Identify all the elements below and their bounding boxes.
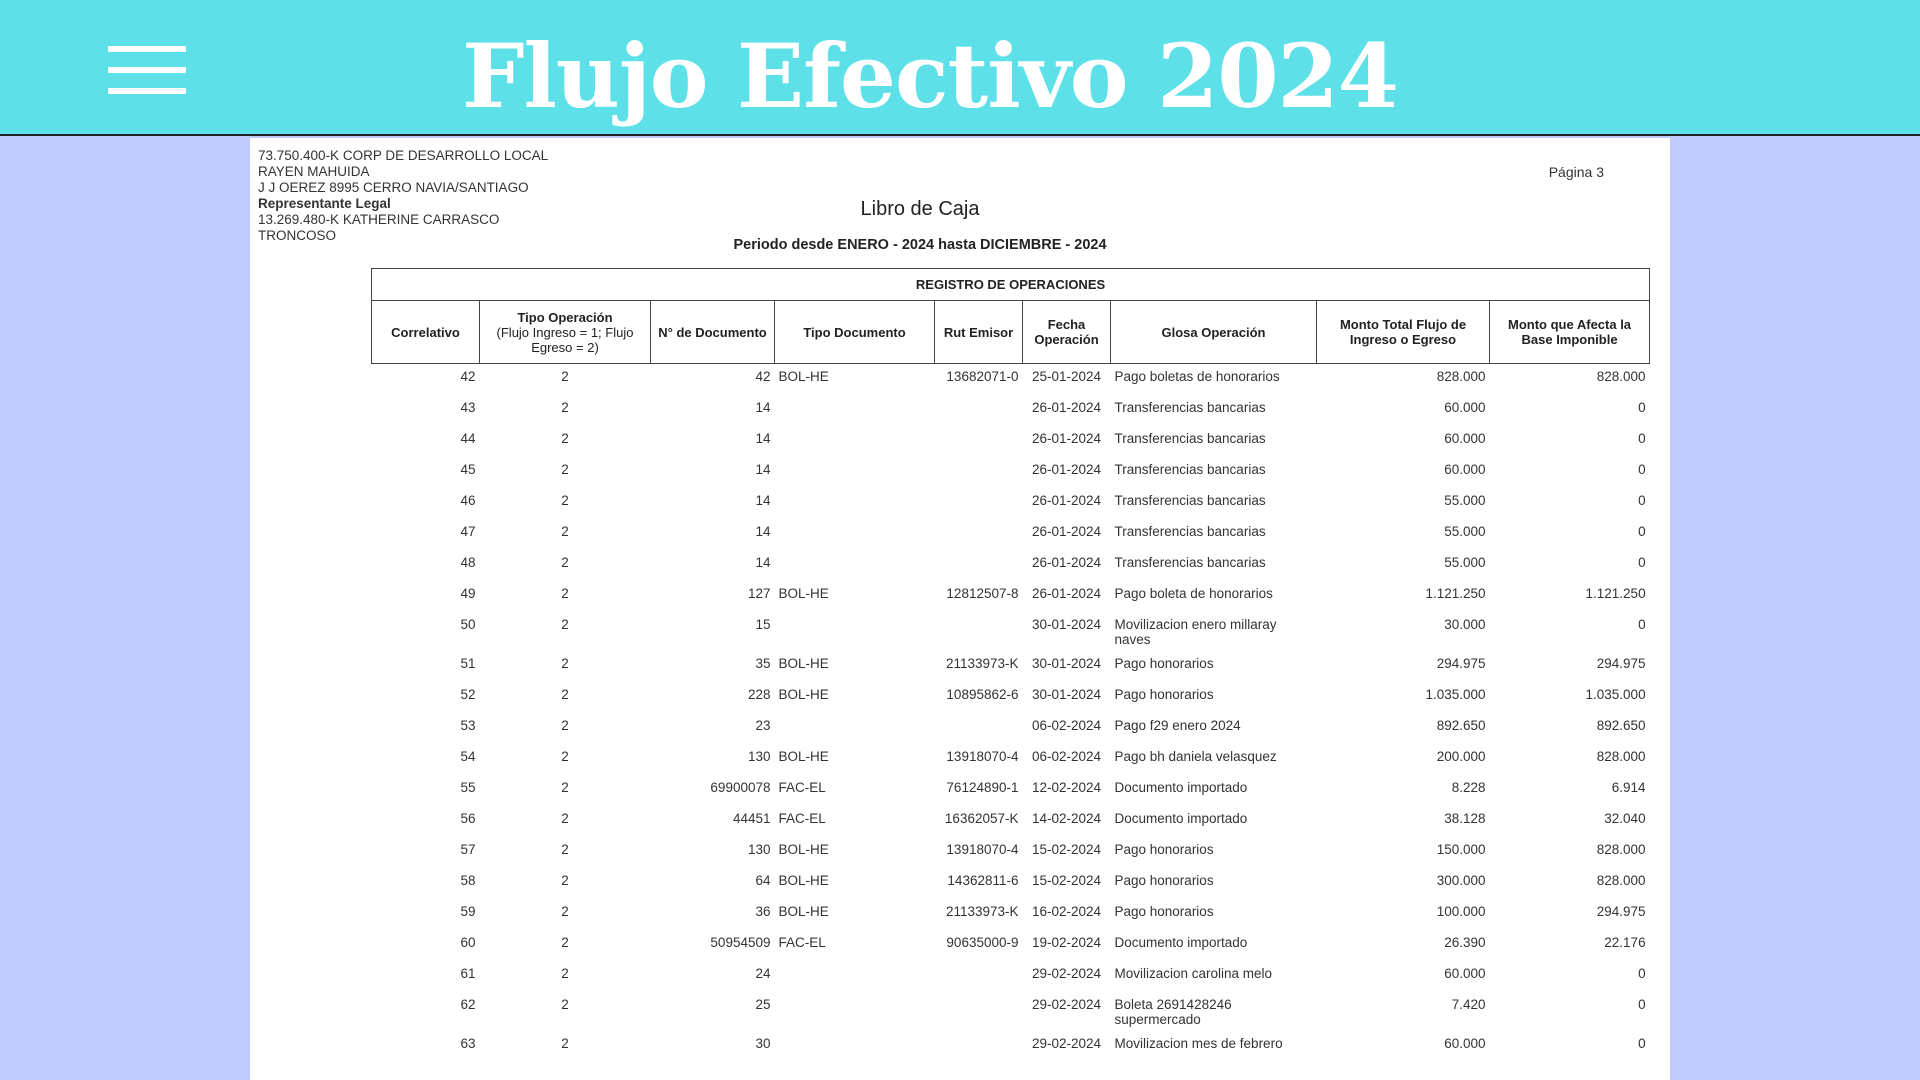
cell-monto-afecta: 828.000 (1596, 369, 1646, 384)
cell-glosa: Boleta 2691428246 supermercado (1114, 996, 1232, 1027)
cell-glosa: Pago honorarios (1114, 841, 1214, 857)
cell-num-documento: 130 (747, 748, 771, 764)
cell-num-documento: 14 (755, 399, 771, 415)
cell-rut-emisor: 13918070-4 (946, 748, 1019, 764)
cell-correlativo: 55 (460, 779, 476, 795)
cell-correlativo: 60 (460, 934, 476, 950)
cell-tipo-documento (775, 488, 935, 519)
cell-num-documento: 14 (755, 430, 771, 446)
cell-tipo-operacion: 2 (561, 523, 569, 539)
cell-num-documento: 14 (755, 492, 771, 508)
cell-fecha-operacion: 29-02-2024 (1031, 1035, 1102, 1051)
cell-glosa: Transferencias bancarias (1114, 461, 1266, 477)
cell-tipo-operacion: 2 (561, 872, 569, 888)
cell-monto-total: 294.975 (1436, 655, 1486, 671)
cell-monto-afecta: 0 (1638, 492, 1646, 508)
cell-tipo-documento (775, 426, 935, 457)
cell-correlativo: 51 (460, 655, 476, 671)
cell-glosa: Movilizacion mes de febrero (1114, 1035, 1283, 1051)
cell-tipo-documento: BOL-HE (778, 585, 829, 601)
cell-rut-emisor (935, 612, 1023, 651)
cell-tipo-documento (775, 961, 935, 992)
cell-tipo-operacion: 2 (561, 965, 569, 981)
cell-monto-afecta: 0 (1638, 1035, 1646, 1051)
cell-tipo-operacion: 2 (561, 810, 569, 826)
column-header-fecha-operacion: Fecha Operación (1023, 301, 1111, 364)
cell-glosa: Pago f29 enero 2024 (1114, 717, 1241, 733)
cell-glosa: Pago honorarios (1114, 686, 1214, 702)
cell-glosa: Pago honorarios (1114, 872, 1214, 888)
table-row (372, 899, 1650, 930)
cell-tipo-documento (775, 1031, 935, 1062)
table-row (372, 744, 1650, 775)
table-row (372, 395, 1650, 426)
cell-tipo-operacion: 2 (561, 748, 569, 764)
cell-monto-total: 150.000 (1436, 841, 1486, 857)
cell-correlativo: 49 (460, 585, 476, 601)
column-header-tipo-documento: Tipo Documento (775, 301, 935, 364)
cell-num-documento: 35 (755, 655, 771, 671)
table-row (372, 837, 1650, 868)
cell-tipo-operacion: 2 (561, 492, 569, 508)
table-row (372, 713, 1650, 744)
cell-monto-afecta: 0 (1638, 616, 1646, 632)
cell-fecha-operacion: 29-02-2024 (1031, 965, 1102, 981)
cell-num-documento: 24 (755, 965, 771, 981)
cell-monto-afecta: 1.035.000 (1585, 686, 1646, 702)
cell-monto-total: 38.128 (1444, 810, 1486, 826)
cell-fecha-operacion: 16-02-2024 (1031, 903, 1102, 919)
cell-tipo-operacion: 2 (561, 430, 569, 446)
cell-fecha-operacion: 15-02-2024 (1031, 872, 1102, 888)
company-line: RAYEN MAHUIDA (258, 164, 370, 179)
table-row (372, 775, 1650, 806)
cell-tipo-operacion: 2 (561, 686, 569, 702)
table-row (372, 612, 1650, 651)
cell-fecha-operacion: 30-01-2024 (1031, 655, 1102, 671)
column-header-note: (Flujo Ingreso = 1; Flujo Egreso = 2) (496, 324, 634, 355)
cell-glosa: Pago bh daniela velasquez (1114, 748, 1277, 764)
cell-glosa: Documento importado (1114, 779, 1248, 795)
cell-rut-emisor: 14362811-6 (947, 872, 1019, 888)
cell-rut-emisor (935, 713, 1023, 744)
cell-rut-emisor (935, 426, 1023, 457)
cell-tipo-documento (775, 612, 935, 651)
column-header-monto-total: Monto Total Flujo de Ingreso o Egreso (1317, 301, 1490, 364)
cell-rut-emisor: 16362057-K (944, 810, 1019, 826)
cell-rut-emisor (935, 395, 1023, 426)
cell-num-documento: 44451 (732, 810, 771, 826)
cell-num-documento: 50954509 (710, 934, 771, 950)
cell-monto-afecta: 828.000 (1596, 748, 1646, 764)
cell-glosa: Transferencias bancarias (1114, 523, 1266, 539)
cell-monto-afecta: 0 (1638, 523, 1646, 539)
cell-monto-afecta: 828.000 (1596, 872, 1646, 888)
table-row (372, 682, 1650, 713)
cell-monto-total: 1.121.250 (1425, 585, 1486, 601)
cell-correlativo: 47 (460, 523, 476, 539)
cell-glosa: Transferencias bancarias (1114, 430, 1266, 446)
cell-correlativo: 42 (460, 369, 476, 384)
cell-correlativo: 59 (460, 903, 476, 919)
cell-fecha-operacion: 06-02-2024 (1031, 748, 1102, 764)
cell-fecha-operacion: 12-02-2024 (1031, 779, 1102, 795)
cell-tipo-operacion: 2 (561, 779, 569, 795)
cell-fecha-operacion: 26-01-2024 (1031, 523, 1102, 539)
cell-fecha-operacion: 26-01-2024 (1031, 399, 1102, 415)
cell-correlativo: 46 (460, 492, 476, 508)
cell-tipo-operacion: 2 (561, 655, 569, 671)
cell-correlativo: 53 (460, 717, 476, 733)
cell-rut-emisor (935, 1031, 1023, 1062)
cell-glosa: Movilizacion enero millaray naves (1114, 616, 1277, 647)
cell-tipo-operacion: 2 (561, 554, 569, 570)
table-row (372, 961, 1650, 992)
cell-rut-emisor (935, 457, 1023, 488)
cell-correlativo: 61 (460, 965, 476, 981)
cell-glosa: Transferencias bancarias (1114, 554, 1266, 570)
cell-tipo-documento (775, 457, 935, 488)
cell-monto-total: 55.000 (1444, 492, 1486, 508)
table-row (372, 488, 1650, 519)
cell-monto-afecta: 32.040 (1604, 810, 1646, 826)
cell-rut-emisor (935, 519, 1023, 550)
cell-correlativo: 43 (460, 399, 476, 415)
cell-correlativo: 44 (460, 430, 476, 446)
cell-monto-total: 892.650 (1436, 717, 1486, 733)
cell-monto-afecta: 1.121.250 (1585, 585, 1646, 601)
cell-tipo-documento: BOL-HE (778, 841, 829, 857)
column-header-label: Tipo Operación (517, 309, 613, 325)
cell-fecha-operacion: 15-02-2024 (1031, 841, 1102, 857)
cell-glosa: Transferencias bancarias (1114, 492, 1266, 508)
cell-monto-afecta: 0 (1638, 965, 1646, 981)
table-row (372, 457, 1650, 488)
cell-fecha-operacion: 26-01-2024 (1031, 492, 1102, 508)
table-row (372, 1031, 1650, 1062)
cell-monto-total: 60.000 (1444, 399, 1486, 415)
cell-glosa: Pago boleta de honorarios (1114, 585, 1273, 601)
cell-rut-emisor: 13918070-4 (946, 841, 1019, 857)
cell-monto-total: 1.035.000 (1425, 686, 1486, 702)
cell-fecha-operacion: 26-01-2024 (1031, 461, 1102, 477)
column-header-correlativo: Correlativo (372, 301, 480, 364)
cell-num-documento: 14 (755, 461, 771, 477)
cell-monto-afecta: 0 (1638, 554, 1646, 570)
cell-fecha-operacion: 06-02-2024 (1031, 717, 1102, 733)
cell-monto-total: 7.420 (1451, 996, 1486, 1012)
cell-num-documento: 130 (747, 841, 771, 857)
cell-tipo-documento: BOL-HE (778, 872, 829, 888)
cell-tipo-operacion: 2 (561, 903, 569, 919)
cell-rut-emisor (935, 550, 1023, 581)
cell-rut-emisor: 10895862-6 (946, 686, 1019, 702)
cell-tipo-operacion: 2 (561, 616, 569, 632)
cell-monto-afecta: 0 (1638, 996, 1646, 1012)
cell-monto-total: 55.000 (1444, 523, 1486, 539)
cell-fecha-operacion: 30-01-2024 (1031, 616, 1102, 632)
page-number: Página 3 (1548, 164, 1604, 180)
cell-glosa: Pago honorarios (1114, 655, 1214, 671)
cell-num-documento: 69900078 (710, 779, 771, 795)
cell-tipo-documento (775, 519, 935, 550)
cell-tipo-documento: BOL-HE (778, 655, 829, 671)
column-header-num-documento: N° de Documento (651, 301, 775, 364)
cell-num-documento: 228 (747, 686, 771, 702)
cell-monto-afecta: 0 (1638, 399, 1646, 415)
table-row (372, 930, 1650, 961)
cell-tipo-operacion: 2 (561, 369, 569, 384)
cell-monto-total: 55.000 (1444, 554, 1486, 570)
operations-table (371, 268, 1650, 1062)
cell-monto-total: 100.000 (1436, 903, 1486, 919)
cell-tipo-documento (775, 550, 935, 581)
cell-tipo-documento: BOL-HE (778, 748, 829, 764)
cell-fecha-operacion: 26-01-2024 (1031, 585, 1102, 601)
document-page (250, 138, 1670, 1080)
cell-monto-total: 60.000 (1444, 1035, 1486, 1051)
cell-rut-emisor: 76124890-1 (946, 779, 1019, 795)
cell-tipo-operacion: 2 (561, 934, 569, 950)
cell-tipo-documento: FAC-EL (778, 779, 826, 795)
cell-tipo-documento (775, 992, 935, 1031)
cell-correlativo: 62 (460, 996, 476, 1012)
cell-num-documento: 64 (755, 872, 771, 888)
cell-tipo-documento: BOL-HE (778, 369, 829, 384)
cell-monto-total: 8.228 (1451, 779, 1486, 795)
cell-rut-emisor (935, 992, 1023, 1031)
table-row (372, 806, 1650, 837)
cell-tipo-documento: BOL-HE (778, 903, 829, 919)
cell-tipo-documento: FAC-EL (778, 934, 826, 950)
cell-tipo-documento (775, 713, 935, 744)
top-app-bar (0, 0, 1920, 136)
table-row (372, 992, 1650, 1031)
cell-glosa: Pago boletas de honorarios (1114, 369, 1280, 384)
cell-tipo-documento (775, 395, 935, 426)
cell-glosa: Documento importado (1114, 934, 1248, 950)
cell-correlativo: 58 (460, 872, 476, 888)
cell-fecha-operacion: 26-01-2024 (1031, 554, 1102, 570)
cell-tipo-documento: FAC-EL (778, 810, 826, 826)
cell-fecha-operacion: 25-01-2024 (1031, 369, 1102, 384)
column-header-monto-afecta: Monto que Afecta la Base Imponible (1490, 301, 1650, 364)
company-line: J J OEREZ 8995 CERRO NAVIA/SANTIAGO (258, 180, 529, 195)
table-row (372, 426, 1650, 457)
cell-correlativo: 57 (460, 841, 476, 857)
cell-monto-afecta: 0 (1638, 430, 1646, 446)
company-line: TRONCOSO (258, 228, 337, 243)
table-row (372, 550, 1650, 581)
cell-correlativo: 54 (460, 748, 476, 764)
company-info (258, 148, 548, 244)
table-row (372, 519, 1650, 550)
cell-fecha-operacion: 30-01-2024 (1031, 686, 1102, 702)
cell-rut-emisor: 21133973-K (945, 655, 1019, 671)
column-header-tipo-operacion (480, 301, 651, 364)
cell-correlativo: 48 (460, 554, 476, 570)
cell-num-documento: 36 (755, 903, 771, 919)
cell-tipo-operacion: 2 (561, 585, 569, 601)
cell-tipo-operacion: 2 (561, 399, 569, 415)
cell-correlativo: 50 (460, 616, 476, 632)
cell-tipo-operacion: 2 (561, 461, 569, 477)
cell-glosa: Movilizacion carolina melo (1114, 965, 1273, 981)
cell-num-documento: 23 (755, 717, 771, 733)
cell-monto-afecta: 294.975 (1596, 903, 1646, 919)
cell-tipo-operacion: 2 (561, 1035, 569, 1051)
cell-monto-total: 26.390 (1444, 934, 1486, 950)
cell-correlativo: 45 (460, 461, 476, 477)
cell-num-documento: 30 (755, 1035, 771, 1051)
cell-correlativo: 56 (460, 810, 476, 826)
cell-fecha-operacion: 26-01-2024 (1031, 430, 1102, 446)
cell-num-documento: 14 (755, 554, 771, 570)
legal-representative-label: Representante Legal (258, 196, 391, 211)
page-title: Flujo Efectivo 2024 (461, 24, 1399, 128)
cell-tipo-operacion: 2 (561, 996, 569, 1012)
cell-monto-total: 60.000 (1444, 430, 1486, 446)
cell-rut-emisor (935, 488, 1023, 519)
cell-monto-total: 60.000 (1444, 461, 1486, 477)
table-row (372, 364, 1650, 395)
cell-monto-afecta: 828.000 (1596, 841, 1646, 857)
cell-fecha-operacion: 14-02-2024 (1031, 810, 1102, 826)
cell-glosa: Transferencias bancarias (1114, 399, 1266, 415)
cell-rut-emisor: 21133973-K (945, 903, 1019, 919)
cell-rut-emisor: 12812507-8 (946, 585, 1019, 601)
cell-num-documento: 14 (755, 523, 771, 539)
document-title: Libro de Caja (860, 198, 980, 220)
cell-correlativo: 52 (460, 686, 476, 702)
cell-glosa: Pago honorarios (1114, 903, 1214, 919)
period-label: Periodo desde ENERO - 2024 hasta DICIEMBRE - 2024 (733, 237, 1107, 253)
cell-monto-total: 828.000 (1436, 369, 1486, 384)
cell-rut-emisor: 13682071-0 (946, 369, 1019, 384)
company-line: 73.750.400-K CORP DE DESARROLLO LOCAL (258, 148, 549, 163)
cell-monto-afecta: 0 (1638, 461, 1646, 477)
column-header-glosa: Glosa Operación (1111, 301, 1317, 364)
cell-num-documento: 127 (747, 585, 771, 601)
cell-monto-afecta: 6.914 (1611, 779, 1646, 795)
cell-tipo-documento: BOL-HE (778, 686, 829, 702)
cell-fecha-operacion: 19-02-2024 (1031, 934, 1102, 950)
cell-num-documento: 25 (755, 996, 771, 1012)
table-row (372, 581, 1650, 612)
cell-num-documento: 42 (755, 369, 771, 384)
table-body (372, 364, 1650, 1062)
cell-monto-afecta: 22.176 (1604, 934, 1646, 950)
table-row (372, 868, 1650, 899)
cell-rut-emisor (935, 961, 1023, 992)
cell-correlativo: 63 (460, 1035, 476, 1051)
company-line: 13.269.480-K KATHERINE CARRASCO (258, 212, 500, 227)
cell-tipo-operacion: 2 (561, 717, 569, 733)
cell-num-documento: 15 (755, 616, 771, 632)
cell-monto-afecta: 294.975 (1596, 655, 1646, 671)
cell-monto-total: 30.000 (1444, 616, 1486, 632)
cell-rut-emisor: 90635000-9 (946, 934, 1019, 950)
cell-monto-total: 300.000 (1436, 872, 1486, 888)
column-header-rut-emisor: Rut Emisor (935, 301, 1023, 364)
section-title: REGISTRO DE OPERACIONES (372, 269, 1650, 301)
table-row (372, 651, 1650, 682)
cell-monto-total: 60.000 (1444, 965, 1486, 981)
cell-monto-afecta: 892.650 (1596, 717, 1646, 733)
cell-tipo-operacion: 2 (561, 841, 569, 857)
cell-monto-total: 200.000 (1436, 748, 1486, 764)
cell-fecha-operacion: 29-02-2024 (1031, 996, 1102, 1012)
cell-glosa: Documento importado (1114, 810, 1248, 826)
